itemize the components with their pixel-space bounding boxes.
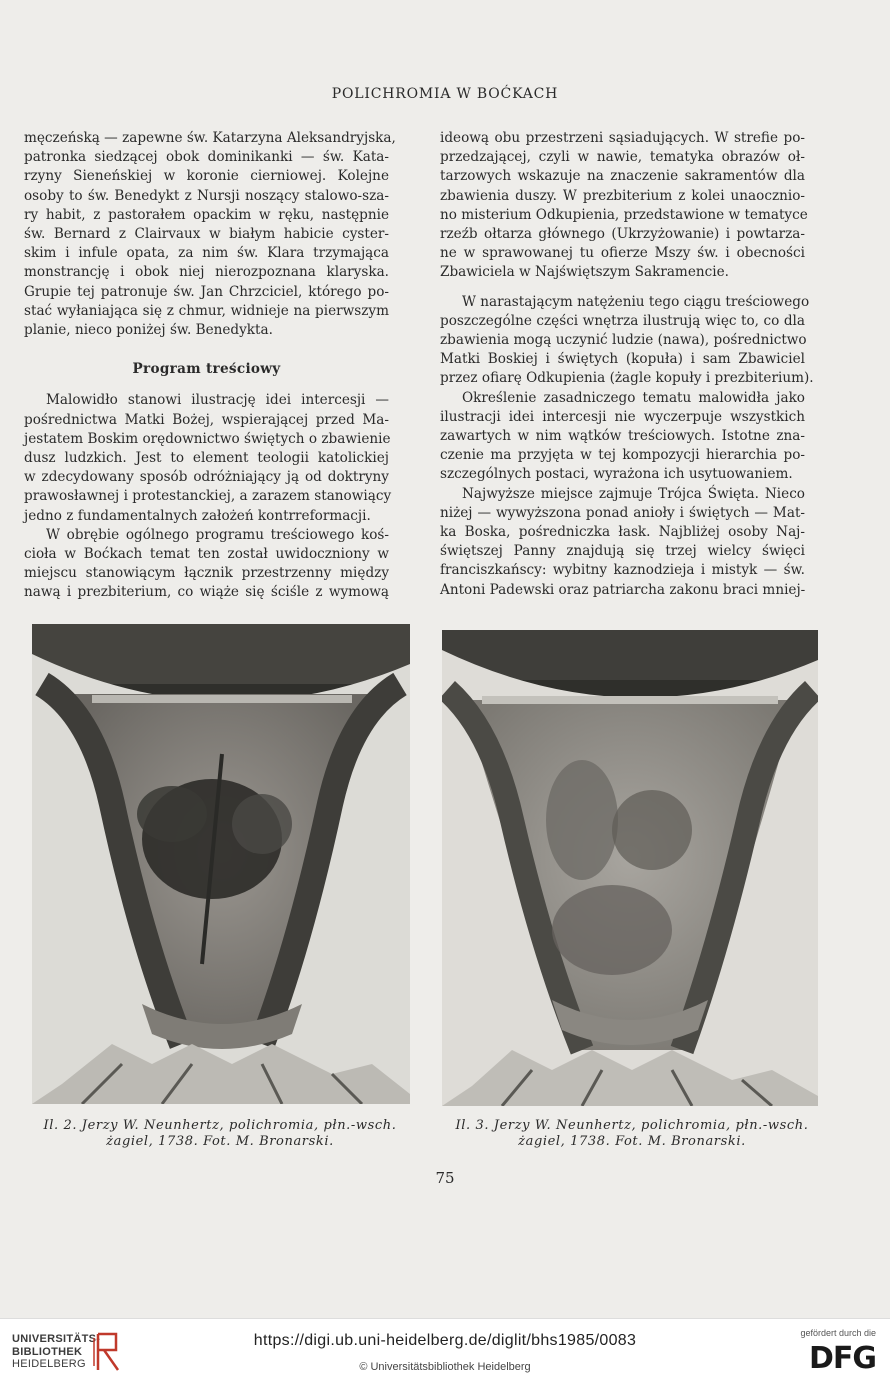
text-line: zawartych w nim wątków treściowych. Istotne zna- [440, 428, 805, 445]
paragraph [24, 526, 389, 603]
text-line: jestatem Boskim orędownictwo świętych o zbawienie [24, 430, 391, 447]
text-line: W narastającym natężeniu tego ciągu treściowego [462, 293, 810, 310]
text-line: no misterium Odkupienia, przedstawione w tematyce [440, 206, 808, 223]
text-line: niżej — wywyższona ponad anioły i świętych — Mat- [440, 504, 805, 521]
text-line: Określenie zasadniczego tematu malowidła jako [462, 389, 805, 406]
text-line: czenie ma przyjęta w tej kompozycji hierarchia po- [440, 447, 805, 464]
text-line: pośrednictwa Matki Bożej, wspierającej przed Ma- [24, 411, 389, 428]
text-line: przez ofiarę Odkupienia (żagle kopuły i prezbiterium). [440, 370, 814, 387]
caption-line: żagiel, 1738. Fot. M. Bronarski. [106, 1134, 334, 1149]
text-line: Najwyższe miejsce zajmuje Trójca Święta. Nieco [462, 485, 805, 502]
footer-bar [0, 1318, 890, 1383]
text-line: prawosławnej i protestanckiej, a zarazem stanowiący [24, 488, 392, 505]
paragraph [440, 293, 814, 389]
figure-caption-2 [30, 1118, 410, 1150]
text-line: świętszej Panny znajdują się trzej wielcy święci [440, 543, 805, 560]
paragraph [24, 129, 396, 340]
section-heading: Program treściowy [132, 361, 281, 378]
text-line: patronka siedzącej obok dominikanki — św. Kata- [24, 149, 389, 166]
paragraph [440, 129, 808, 283]
caption-line: żagiel, 1738. Fot. M. Bronarski. [518, 1134, 746, 1149]
text-line: Antoni Padewski oraz patriarcha zakonu braci mniej- [440, 581, 806, 598]
caption-line: Il. 2. Jerzy W. Neunhertz, polichromia, płn.-wsch. [43, 1118, 397, 1133]
text-line: ne w sprawowanej tu ofierze Mszy św. i obecności [440, 245, 805, 262]
page-number: 75 [435, 1169, 455, 1187]
text-line: męczeńską — zapewne św. Katarzyna Aleksandryjska, [24, 130, 396, 146]
text-line: ilustracji idei intercesji nie wyczerpuje wszystkich [440, 408, 805, 425]
text-line: osoby to św. Benedykt z Nursji noszący stalowo-sza- [24, 187, 389, 204]
text-line: tarzowych wskazuje na znaczenie sakramentów dla [440, 168, 805, 185]
text-line: stać wyłaniająca się z chmur, widnieje na pierwszym [24, 302, 389, 319]
text-line: miejscu stanowiącym łącznik przestrzenny między [24, 565, 389, 582]
paragraph [24, 391, 392, 525]
text-line: Matki Boskiej i świętych (kopuła) i sam Zbawiciel [440, 351, 805, 368]
text-line: ideową obu przestrzeni sąsiadujących. W strefie po- [440, 130, 805, 146]
text-line: jedno z fundamentalnych założeń kontrreformacji. [24, 507, 371, 524]
library-logo-line: BIBLIOTHEK [12, 1345, 83, 1358]
text-line: poszczególne części wnętrza ilustrują więc to, co dla [440, 312, 805, 329]
text-line: dusz ludzkich. Jest to element teologii katolickiej [24, 450, 389, 467]
text-line: zbawienia duszy. W prezbiterium z kolei unaocznio- [440, 187, 805, 204]
right-column [440, 129, 814, 600]
text-line: Zbawiciela w Najświętszym Sakramencie. [440, 264, 729, 281]
text-line: planie, nieco poniżej św. Benedykta. [24, 322, 273, 339]
copyright-notice: © Universitätsbibliothek Heidelberg [359, 1361, 531, 1373]
text-line: skim i infule opata, za nim św. Klara trzymająca [24, 245, 389, 262]
text-line: ka Boska, pośredniczka łask. Najbliżej osoby Naj- [440, 524, 805, 541]
text-line: w zdecydowany sposób odróżniający ją od doktryny [24, 469, 389, 486]
photo-pendentive-1 [32, 624, 410, 1104]
text-line: przedzającej, czyli w nawie, tematyka obrazów oł- [440, 149, 805, 166]
paragraph [440, 485, 805, 600]
text-line: cioła w Boćkach temat ten został uwidoczniony w [24, 546, 389, 563]
text-line: ry habit, z pastorałem opackim w ręku, następnie [24, 206, 389, 223]
text-line: monstrancję i obok niej nierozpoznana klaryska. [24, 264, 389, 281]
text-line: W obrębie ogólnego programu treściowego koś- [46, 526, 389, 543]
paragraph [440, 389, 805, 485]
library-logo-line: HEIDELBERG [12, 1358, 86, 1370]
text-line: św. Bernard z Clairvaux w białym habicie cyster- [24, 226, 389, 243]
text-line: rzyny Sieneńskiej w koronie cierniowej. Kolejne [24, 168, 389, 185]
document-url-link[interactable]: https://digi.ub.uni-heidelberg.de/diglit/bhs1985/0083 [253, 1332, 637, 1349]
text-line: szczególnych postaci, wyrażona ich usytuowaniem. [440, 466, 793, 483]
library-logo-line: UNIVERSITÄTS- [12, 1333, 101, 1345]
caption-line: Il. 3. Jerzy W. Neunhertz, polichromia, płn.-wsch. [455, 1118, 809, 1133]
text-line: zbawienia mogą uczynić ludzie (nawa), pośrednictwo [440, 332, 807, 349]
figure-caption-3 [442, 1118, 822, 1150]
dfg-logo[interactable]: DFG [808, 1341, 876, 1376]
funded-by-label: gefördert durch die [800, 1328, 876, 1338]
text-line: rzeźb ołtarza głównego (Ukrzyżowanie) i powtarza- [440, 226, 805, 243]
text-line: franciszkańscy: wybitny kaznodzieja i mistyk — św. [440, 562, 805, 579]
photo-pendentive-2 [442, 630, 818, 1106]
text-line: nawą i prezbiterium, co wiąże się ściśle z wymową [24, 584, 389, 601]
text-line: Grupie tej patronuje św. Jan Chrzciciel, którego po- [24, 283, 389, 300]
left-column [24, 129, 396, 603]
text-line: Malowidło stanowi ilustrację idei intercesji — [46, 392, 389, 409]
running-title: POLICHROMIA W BOĆKACH [331, 86, 559, 102]
